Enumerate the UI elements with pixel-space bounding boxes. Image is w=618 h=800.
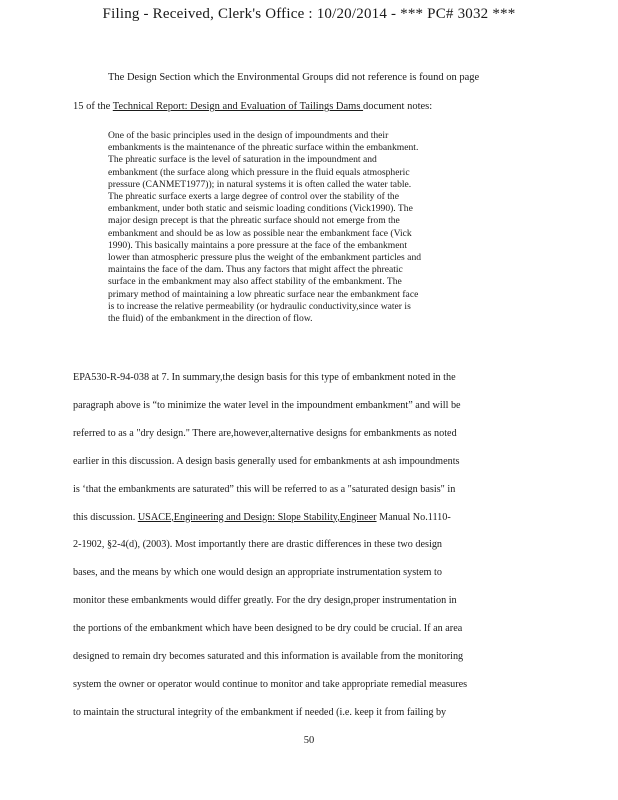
intro-line-2-pre: 15 of the bbox=[73, 101, 113, 112]
quote-line: embankment (the surface along which pressure in the fluid equals atmospheric bbox=[108, 166, 410, 178]
body-line bbox=[73, 643, 533, 671]
body-line bbox=[73, 615, 533, 643]
body-line bbox=[73, 531, 533, 559]
body-line-text: paragraph above is “to minimize the water level in the impoundment embankment” and will be bbox=[73, 399, 461, 411]
quote-line: embankments is the maintenance of the phreatic surface within the embankment. bbox=[108, 142, 419, 154]
intro-line-2 bbox=[73, 101, 432, 112]
body-line bbox=[73, 587, 533, 615]
block-quote bbox=[108, 130, 508, 325]
quote-line: The phreatic surface exerts a large degree of control over the stability of the bbox=[108, 191, 399, 203]
quote-line: pressure (CANMET1977)); in natural systems it is often called the water table. bbox=[108, 178, 412, 190]
quote-line: The phreatic surface is the level of saturation in the impoundment and bbox=[108, 154, 377, 166]
body-line-text: monitor these embankments would differ greatly. For the dry design,proper instrumentation in bbox=[73, 595, 457, 607]
body-line bbox=[73, 420, 533, 448]
quote-line: primary method of maintaining a low phreatic surface near the embankment face bbox=[108, 288, 419, 300]
body-line-text-tail: Manual No.1110- bbox=[376, 511, 451, 523]
page-number: 50 bbox=[303, 735, 315, 746]
body-line-text: to maintain the structural integrity of the embankment if needed (i.e. keep it from failing by bbox=[73, 706, 447, 718]
body-line bbox=[73, 671, 533, 699]
body-line-text: designed to remain dry becomes saturated and this information is available from the monitoring bbox=[73, 651, 464, 663]
body-line-text: referred to as a "dry design." There are,however,alternative designs for embankments as noted bbox=[73, 427, 457, 439]
filing-header: Filing - Received, Clerk's Office : 10/20/2014 - *** PC# 3032 *** bbox=[102, 6, 516, 22]
body-line-text: this discussion. bbox=[73, 511, 138, 523]
body-line bbox=[73, 504, 533, 532]
body-line-text: is ‘that the embankments are saturated” this will be referred to as a "saturated design basis" in bbox=[73, 483, 456, 495]
body-line bbox=[73, 476, 533, 504]
body-line-text: earlier in this discussion. A design basis generally used for embankments at ash impoundments bbox=[73, 455, 460, 467]
quote-line: surface in the embankment may also affect stability of the embankment. The bbox=[108, 276, 402, 288]
quote-line: major design precept is that the phreatic surface should not emerge from the bbox=[108, 215, 400, 227]
body-line bbox=[73, 559, 533, 587]
report-title-link: Technical Report: Design and Evaluation of Tailings Dams bbox=[112, 101, 364, 112]
quote-line: One of the basic principles used in the design of impoundments and their bbox=[108, 130, 389, 141]
body-line bbox=[73, 392, 533, 420]
intro-line-2-post: document notes: bbox=[363, 101, 433, 112]
citation-underlined: USACE,Engineering and Design: Slope Stability,Engineer bbox=[137, 511, 377, 523]
body-line bbox=[73, 699, 533, 727]
intro-line-1: The Design Section which the Environmental Groups did not reference is found on page bbox=[108, 72, 480, 83]
quote-line: embankment, under both static and seismic loading conditions (Vick1990). The bbox=[108, 203, 413, 215]
body-line bbox=[73, 364, 533, 392]
quote-line: 1990). This basically maintains a pore pressure at the face of the embankment bbox=[108, 239, 407, 251]
quote-line: maintains the face of the dam. Thus any factors that might affect the phreatic bbox=[108, 264, 403, 276]
quote-line: embankment and should be as low as possible near the embankment face (Vick bbox=[108, 227, 412, 239]
body-line-text: EPA530-R-94-038 at 7. In summary,the design basis for this type of embankment noted in the bbox=[73, 372, 456, 383]
body-line-text: 2-1902, §2-4(d), (2003). Most importantly there are drastic differences in these two design bbox=[73, 539, 443, 551]
body-line-text: the portions of the embankment which have been designed to be dry could be crucial. If an area bbox=[73, 623, 463, 635]
quote-line: is to increase the relative permeability (or hydraulic conductivity,since water is bbox=[108, 300, 411, 312]
quote-line: lower than atmospheric pressure plus the weight of the embankment particles and bbox=[108, 252, 422, 264]
body-line-text: system the owner or operator would continue to monitor and take appropriate remedial measures bbox=[73, 678, 468, 690]
body-line-text: bases, and the means by which one would design an appropriate instrumentation system to bbox=[73, 567, 442, 579]
body-line bbox=[73, 448, 533, 476]
body-paragraph bbox=[73, 364, 533, 727]
quote-line: the fluid) of the embankment in the direction of flow. bbox=[108, 313, 313, 325]
